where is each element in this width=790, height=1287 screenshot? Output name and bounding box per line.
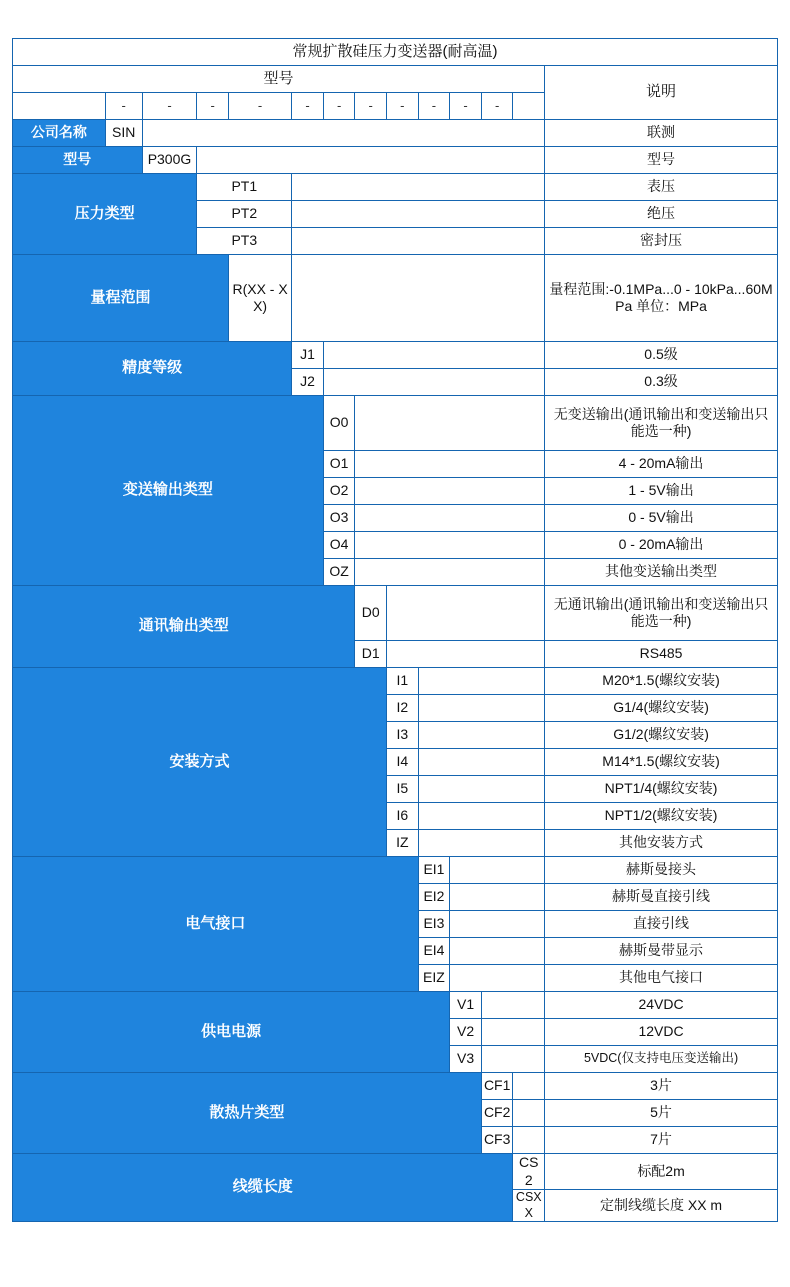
desc-j2: 0.3级: [545, 369, 778, 396]
desc-i6: NPT1/2(螺纹安装): [545, 803, 778, 830]
desc-cf3: 7片: [545, 1127, 778, 1154]
code-cf2: CF2: [481, 1100, 513, 1127]
desc-i3: G1/2(螺纹安装): [545, 722, 778, 749]
filler: [418, 776, 544, 803]
filler: [418, 695, 544, 722]
desc-d1: RS485: [545, 641, 778, 668]
desc-csxx: 定制线缆长度 XX m: [545, 1190, 778, 1222]
header-row: [13, 66, 778, 93]
filler: [355, 478, 545, 505]
code-i4: I4: [387, 749, 419, 776]
filler: [323, 342, 544, 369]
desc-oz: 其他变送输出类型: [545, 559, 778, 586]
filler: [292, 174, 545, 201]
code-ei3: EI3: [418, 911, 450, 938]
code-v3: V3: [450, 1046, 482, 1073]
dash-cell: [13, 93, 106, 120]
desc-iz: 其他安装方式: [545, 830, 778, 857]
row-mount-1: [13, 668, 778, 695]
filler: [355, 532, 545, 559]
filler: [450, 911, 545, 938]
desc-o4: 0 - 20mA输出: [545, 532, 778, 559]
code-range: R(XX - XX): [228, 255, 291, 342]
dash-cell: -: [387, 93, 419, 120]
row-label-accuracy: 精度等级: [13, 342, 292, 396]
code-d1: D1: [355, 641, 387, 668]
desc-ei1: 赫斯曼接头: [545, 857, 778, 884]
code-sin: SIN: [105, 120, 142, 147]
desc-cs2: 标配2m: [545, 1154, 778, 1190]
code-csxx: CSXX: [513, 1190, 545, 1222]
code-i6: I6: [387, 803, 419, 830]
code-eiz: EIZ: [418, 965, 450, 992]
desc-i1: M20*1.5(螺纹安装): [545, 668, 778, 695]
filler: [481, 1019, 544, 1046]
code-pt3: PT3: [197, 228, 292, 255]
filler: [292, 255, 545, 342]
filler: [355, 451, 545, 478]
dash-cell: -: [142, 93, 197, 120]
desc-j1: 0.5级: [545, 342, 778, 369]
desc-range: 量程范围:-0.1MPa...0 - 10kPa...60MPa 单位：MPa: [545, 255, 778, 342]
filler: [355, 505, 545, 532]
filler: [481, 1046, 544, 1073]
code-j1: J1: [292, 342, 324, 369]
dash-cell: [513, 93, 545, 120]
code-oz: OZ: [323, 559, 355, 586]
desc-ei4: 赫斯曼带显示: [545, 938, 778, 965]
code-i5: I5: [387, 776, 419, 803]
filler: [323, 369, 544, 396]
title-row: [13, 39, 778, 66]
code-p300g: P300G: [142, 147, 197, 174]
desc-ei2: 赫斯曼直接引线: [545, 884, 778, 911]
code-ei2: EI2: [418, 884, 450, 911]
desc-o3: 0 - 5V输出: [545, 505, 778, 532]
desc-o1: 4 - 20mA输出: [545, 451, 778, 478]
dash-cell: -: [105, 93, 142, 120]
desc-model: 型号: [545, 147, 778, 174]
row-pressure-type-1: [13, 174, 778, 201]
row-label-power: 供电电源: [13, 992, 450, 1073]
row-model: [13, 147, 778, 174]
row-comm-1: [13, 586, 778, 641]
desc-d0: 无通讯输出(通讯输出和变送输出只能选一种): [545, 586, 778, 641]
filler: [355, 559, 545, 586]
filler: [292, 201, 545, 228]
code-cs2: CS2: [513, 1154, 545, 1190]
row-label-electrical: 电气接口: [13, 857, 419, 992]
filler: [418, 668, 544, 695]
code-o3: O3: [323, 505, 355, 532]
filler: [450, 857, 545, 884]
code-cf3: CF3: [481, 1127, 513, 1154]
code-o1: O1: [323, 451, 355, 478]
desc-cf1: 3片: [545, 1073, 778, 1100]
filler: [418, 830, 544, 857]
filler: [513, 1127, 545, 1154]
row-fin-1: [13, 1073, 778, 1100]
row-output-1: [13, 396, 778, 451]
code-pt1: PT1: [197, 174, 292, 201]
row-accuracy-1: [13, 342, 778, 369]
code-ei4: EI4: [418, 938, 450, 965]
desc-i4: M14*1.5(螺纹安装): [545, 749, 778, 776]
row-label-output-type: 变送输出类型: [13, 396, 324, 586]
filler: [450, 938, 545, 965]
desc-pt2: 绝压: [545, 201, 778, 228]
dash-cell: -: [292, 93, 324, 120]
desc-pt3: 密封压: [545, 228, 778, 255]
filler: [387, 641, 545, 668]
filler: [450, 884, 545, 911]
desc-company: 联测: [545, 120, 778, 147]
filler: [513, 1073, 545, 1100]
dash-cell: -: [323, 93, 355, 120]
dash-cell: -: [228, 93, 291, 120]
code-v1: V1: [450, 992, 482, 1019]
filler: [292, 228, 545, 255]
code-i1: I1: [387, 668, 419, 695]
code-pt2: PT2: [197, 201, 292, 228]
row-label-range: 量程范围: [13, 255, 229, 342]
filler: [142, 120, 544, 147]
code-iz: IZ: [387, 830, 419, 857]
filler: [355, 396, 545, 451]
desc-i2: G1/4(螺纹安装): [545, 695, 778, 722]
code-o4: O4: [323, 532, 355, 559]
dash-cell: -: [355, 93, 387, 120]
row-label-cable-length: 线缆长度: [13, 1154, 513, 1222]
dash-cell: -: [450, 93, 482, 120]
row-electrical-1: [13, 857, 778, 884]
code-cf1: CF1: [481, 1073, 513, 1100]
filler: [418, 749, 544, 776]
row-label-company: 公司名称: [13, 120, 106, 147]
row-company: [13, 120, 778, 147]
desc-v2: 12VDC: [545, 1019, 778, 1046]
code-o0: O0: [323, 396, 355, 451]
desc-v3: 5VDC(仅支持电压变送输出): [545, 1046, 778, 1073]
row-power-1: [13, 992, 778, 1019]
page-title: 常规扩散硅压力变送器(耐高温): [13, 39, 778, 66]
code-i3: I3: [387, 722, 419, 749]
code-o2: O2: [323, 478, 355, 505]
filler: [418, 803, 544, 830]
code-ei1: EI1: [418, 857, 450, 884]
row-label-pressure-type: 压力类型: [13, 174, 197, 255]
dash-cell: -: [418, 93, 450, 120]
row-label-fin-type: 散热片类型: [13, 1073, 482, 1154]
code-j2: J2: [292, 369, 324, 396]
row-label-model: 型号: [13, 147, 143, 174]
filler: [197, 147, 545, 174]
row-label-mounting: 安装方式: [13, 668, 387, 857]
row-label-comm-type: 通讯输出类型: [13, 586, 355, 668]
filler: [513, 1100, 545, 1127]
code-d0: D0: [355, 586, 387, 641]
filler: [387, 586, 545, 641]
filler: [450, 965, 545, 992]
spec-table: [12, 38, 778, 1222]
row-cable-1: [13, 1154, 778, 1190]
header-desc: 说明: [545, 66, 778, 120]
desc-o0: 无变送输出(通讯输出和变送输出只能选一种): [545, 396, 778, 451]
desc-o2: 1 - 5V输出: [545, 478, 778, 505]
filler: [481, 992, 544, 1019]
filler: [418, 722, 544, 749]
desc-cf2: 5片: [545, 1100, 778, 1127]
desc-eiz: 其他电气接口: [545, 965, 778, 992]
code-i2: I2: [387, 695, 419, 722]
dash-cell: -: [197, 93, 229, 120]
code-v2: V2: [450, 1019, 482, 1046]
desc-v1: 24VDC: [545, 992, 778, 1019]
desc-i5: NPT1/4(螺纹安装): [545, 776, 778, 803]
desc-pt1: 表压: [545, 174, 778, 201]
header-model: 型号: [13, 66, 545, 93]
desc-ei3: 直接引线: [545, 911, 778, 938]
row-range: [13, 255, 778, 342]
dash-cell: -: [481, 93, 513, 120]
